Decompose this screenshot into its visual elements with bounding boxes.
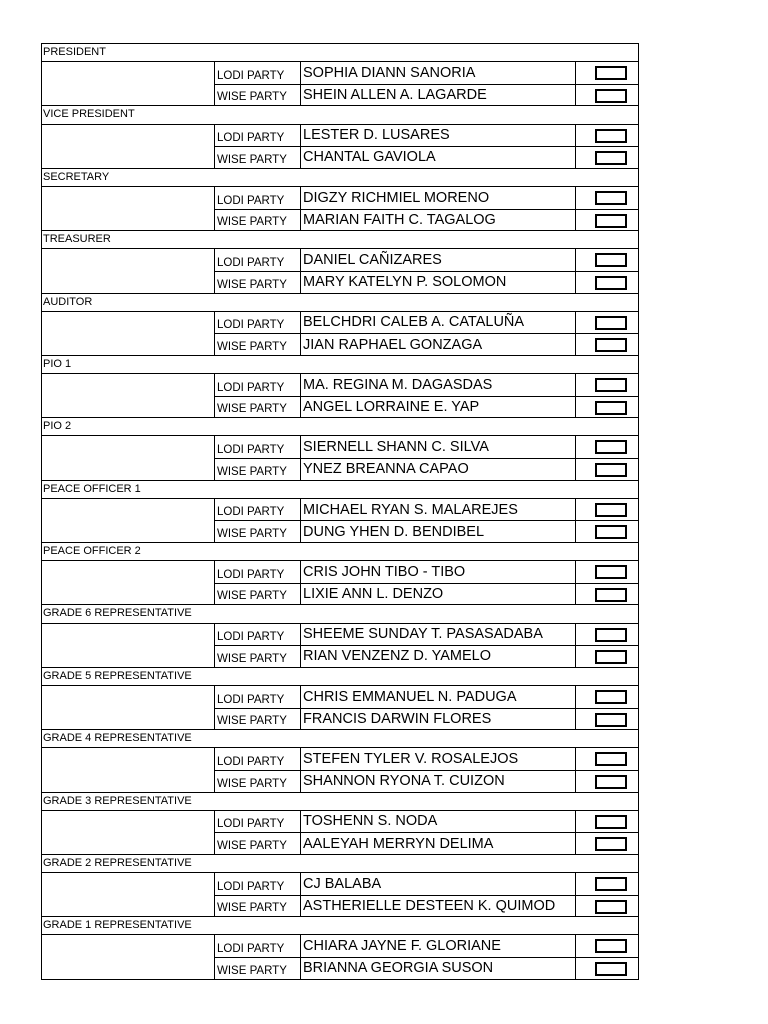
candidate-block [42,561,639,605]
ballot-section [42,793,639,855]
candidate-block [42,499,639,543]
vote-checkbox[interactable] [595,962,627,976]
vote-checkbox[interactable] [595,503,627,517]
ballot-section [42,543,639,605]
blank-cell [42,436,215,479]
candidate-name: ANGEL LORRAINE E. YAP [301,397,576,418]
candidate-rows [215,624,639,667]
vote-checkbox[interactable] [595,129,627,143]
blank-cell [42,312,215,355]
vote-cell [576,312,639,334]
party-label: LODI PARTY [215,686,301,708]
party-label: WISE PARTY [215,85,301,106]
party-label: WISE PARTY [215,771,301,792]
position-title: PEACE OFFICER 2 [42,543,639,561]
candidate-name: TOSHENN S. NODA [301,811,576,833]
candidate-rows [215,312,639,355]
candidate-rows [215,561,639,604]
vote-cell [576,833,639,854]
party-label: LODI PARTY [215,748,301,770]
vote-checkbox[interactable] [595,752,627,766]
candidate-block [42,748,639,792]
ballot-section [42,855,639,917]
position-title: GRADE 5 REPRESENTATIVE [42,668,639,686]
candidate-name: CHRIS EMMANUEL N. PADUGA [301,686,576,708]
vote-checkbox[interactable] [595,628,627,642]
position-title: TREASURER [42,231,639,249]
party-label: LODI PARTY [215,125,301,147]
candidate-row [215,686,639,708]
position-title: AUDITOR [42,294,639,312]
candidate-rows [215,686,639,729]
vote-checkbox[interactable] [595,525,627,539]
vote-cell [576,62,639,84]
party-label: LODI PARTY [215,811,301,833]
ballot-section [42,231,639,293]
candidate-block [42,624,639,668]
ballot-section [42,605,639,667]
vote-checkbox[interactable] [595,89,627,103]
party-label: LODI PARTY [215,499,301,521]
party-label: WISE PARTY [215,272,301,293]
vote-cell [576,709,639,730]
candidate-row [215,499,639,521]
candidate-name: CJ BALABA [301,873,576,895]
candidate-rows [215,873,639,916]
party-label: LODI PARTY [215,249,301,271]
candidate-block [42,686,639,730]
candidate-row [215,645,639,667]
vote-cell [576,748,639,770]
position-title: PIO 2 [42,418,639,436]
candidate-rows [215,935,639,978]
candidate-name: SHEIN ALLEN A. LAGARDE [301,85,576,106]
vote-cell [576,459,639,480]
candidate-block [42,125,639,169]
vote-checkbox[interactable] [595,378,627,392]
ballot-section [42,418,639,480]
vote-cell [576,873,639,895]
candidate-name: MA. REGINA M. DAGASDAS [301,374,576,396]
candidate-row [215,187,639,209]
candidate-row [215,396,639,418]
candidate-row [215,811,639,833]
candidate-rows [215,249,639,292]
candidate-name: SHANNON RYONA T. CUIZON [301,771,576,792]
candidate-name: RIAN VENZENZ D. YAMELO [301,646,576,667]
ballot-table [41,43,639,980]
candidate-row [215,125,639,147]
candidate-row [215,520,639,542]
ballot-section [42,44,639,106]
position-title: GRADE 1 REPRESENTATIVE [42,917,639,935]
candidate-name: STEFEN TYLER V. ROSALEJOS [301,748,576,770]
candidate-row [215,146,639,168]
position-title: GRADE 3 REPRESENTATIVE [42,793,639,811]
candidate-name: LESTER D. LUSARES [301,125,576,147]
candidate-name: JIAN RAPHAEL GONZAGA [301,334,576,355]
candidate-rows [215,811,639,854]
vote-cell [576,584,639,605]
vote-cell [576,771,639,792]
candidate-name: AALEYAH MERRYN DELIMA [301,833,576,854]
vote-checkbox[interactable] [595,713,627,727]
candidate-row [215,209,639,231]
candidate-row [215,873,639,895]
candidate-block [42,935,639,979]
candidate-row [215,458,639,480]
party-label: LODI PARTY [215,374,301,396]
vote-checkbox[interactable] [595,877,627,891]
vote-checkbox[interactable] [595,900,627,914]
vote-cell [576,935,639,957]
blank-cell [42,748,215,791]
blank-cell [42,125,215,168]
candidate-name: MICHAEL RYAN S. MALAREJES [301,499,576,521]
party-label: WISE PARTY [215,459,301,480]
ballot-section [42,917,639,979]
blank-cell [42,686,215,729]
ballot-section [42,169,639,231]
candidate-rows [215,748,639,791]
candidate-row [215,770,639,792]
candidate-row [215,895,639,917]
vote-cell [576,187,639,209]
vote-checkbox[interactable] [595,316,627,330]
candidate-name: BRIANNA GEORGIA SUSON [301,958,576,979]
candidate-name: YNEZ BREANNA CAPAO [301,459,576,480]
vote-cell [576,374,639,396]
candidate-name: BELCHDRI CALEB A. CATALUÑA [301,312,576,334]
vote-cell [576,624,639,646]
vote-cell [576,85,639,106]
vote-checkbox[interactable] [595,66,627,80]
party-label: WISE PARTY [215,521,301,542]
candidate-row [215,62,639,84]
party-label: WISE PARTY [215,896,301,917]
party-label: WISE PARTY [215,397,301,418]
vote-cell [576,561,639,583]
position-title: PIO 1 [42,356,639,374]
blank-cell [42,187,215,230]
vote-cell [576,249,639,271]
candidate-row [215,624,639,646]
vote-cell [576,896,639,917]
vote-cell [576,958,639,979]
blank-cell [42,935,215,978]
blank-cell [42,249,215,292]
vote-cell [576,686,639,708]
candidate-row [215,249,639,271]
party-label: WISE PARTY [215,334,301,355]
party-label: LODI PARTY [215,935,301,957]
candidate-row [215,832,639,854]
ballot-section [42,481,639,543]
candidate-block [42,374,639,418]
ballot-section [42,106,639,168]
vote-checkbox[interactable] [595,463,627,477]
blank-cell [42,811,215,854]
candidate-name: CHANTAL GAVIOLA [301,147,576,168]
candidate-name: LIXIE ANN L. DENZO [301,584,576,605]
position-title: GRADE 4 REPRESENTATIVE [42,730,639,748]
vote-checkbox[interactable] [595,588,627,602]
candidate-name: DANIEL CAÑIZARES [301,249,576,271]
blank-cell [42,62,215,105]
ballot-section [42,730,639,792]
vote-cell [576,646,639,667]
vote-cell [576,147,639,168]
candidate-rows [215,374,639,417]
candidate-row [215,583,639,605]
candidate-row [215,561,639,583]
party-label: LODI PARTY [215,62,301,84]
candidate-row [215,748,639,770]
candidate-block [42,187,639,231]
vote-cell [576,210,639,231]
candidate-rows [215,436,639,479]
vote-checkbox[interactable] [595,815,627,829]
party-label: WISE PARTY [215,147,301,168]
vote-cell [576,499,639,521]
candidate-row [215,333,639,355]
position-title: GRADE 6 REPRESENTATIVE [42,605,639,623]
vote-checkbox[interactable] [595,191,627,205]
position-title: PEACE OFFICER 1 [42,481,639,499]
vote-checkbox[interactable] [595,338,627,352]
candidate-block [42,873,639,917]
candidate-row [215,935,639,957]
candidate-block [42,436,639,480]
ballot-section [42,294,639,356]
candidate-block [42,312,639,356]
blank-cell [42,499,215,542]
candidate-row [215,708,639,730]
candidate-block [42,249,639,293]
vote-checkbox[interactable] [595,440,627,454]
candidate-rows [215,62,639,105]
vote-checkbox[interactable] [595,650,627,664]
candidate-name: MARY KATELYN P. SOLOMON [301,272,576,293]
party-label: WISE PARTY [215,210,301,231]
position-title: SECRETARY [42,169,639,187]
party-label: LODI PARTY [215,187,301,209]
blank-cell [42,873,215,916]
party-label: LODI PARTY [215,561,301,583]
vote-checkbox[interactable] [595,151,627,165]
party-label: LODI PARTY [215,873,301,895]
party-label: WISE PARTY [215,958,301,979]
candidate-row [215,271,639,293]
vote-checkbox[interactable] [595,401,627,415]
candidate-name: DUNG YHEN D. BENDIBEL [301,521,576,542]
candidate-row [215,957,639,979]
candidate-row [215,436,639,458]
vote-checkbox[interactable] [595,690,627,704]
candidate-name: SOPHIA DIANN SANORIA [301,62,576,84]
candidate-row [215,374,639,396]
vote-cell [576,272,639,293]
candidate-rows [215,125,639,168]
candidate-block [42,811,639,855]
party-label: WISE PARTY [215,709,301,730]
party-label: LODI PARTY [215,436,301,458]
candidate-rows [215,187,639,230]
candidate-name: ASTHERIELLE DESTEEN K. QUIMOD [301,896,576,917]
vote-checkbox[interactable] [595,837,627,851]
party-label: WISE PARTY [215,584,301,605]
ballot-section [42,668,639,730]
party-label: WISE PARTY [215,833,301,854]
vote-cell [576,125,639,147]
candidate-name: SHEEME SUNDAY T. PASASADABA [301,624,576,646]
vote-checkbox[interactable] [595,253,627,267]
position-title: VICE PRESIDENT [42,106,639,124]
vote-checkbox[interactable] [595,939,627,953]
candidate-name: MARIAN FAITH C. TAGALOG [301,210,576,231]
vote-checkbox[interactable] [595,775,627,789]
blank-cell [42,374,215,417]
blank-cell [42,624,215,667]
candidate-name: FRANCIS DARWIN FLORES [301,709,576,730]
vote-checkbox[interactable] [595,276,627,290]
party-label: WISE PARTY [215,646,301,667]
candidate-name: SIERNELL SHANN C. SILVA [301,436,576,458]
vote-checkbox[interactable] [595,565,627,579]
candidate-row [215,84,639,106]
vote-cell [576,811,639,833]
vote-cell [576,521,639,542]
candidate-rows [215,499,639,542]
candidate-row [215,312,639,334]
candidate-block [42,62,639,106]
ballot-section [42,356,639,418]
blank-cell [42,561,215,604]
position-title: PRESIDENT [42,44,639,62]
position-title: GRADE 2 REPRESENTATIVE [42,855,639,873]
party-label: LODI PARTY [215,624,301,646]
vote-checkbox[interactable] [595,214,627,228]
party-label: LODI PARTY [215,312,301,334]
vote-cell [576,397,639,418]
vote-cell [576,334,639,355]
candidate-name: CRIS JOHN TIBO - TIBO [301,561,576,583]
candidate-name: CHIARA JAYNE F. GLORIANE [301,935,576,957]
candidate-name: DIGZY RICHMIEL MORENO [301,187,576,209]
vote-cell [576,436,639,458]
